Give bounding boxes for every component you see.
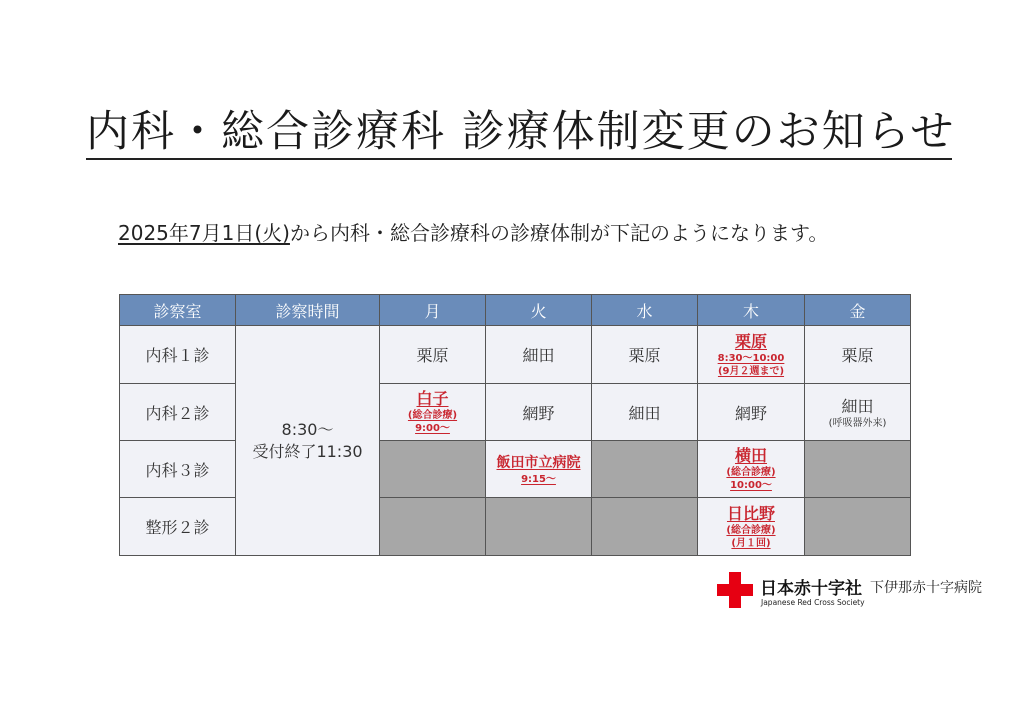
effective-date: 2025年7月1日(火) xyxy=(118,221,290,245)
doctor-cell-special xyxy=(380,384,486,441)
closed-cell xyxy=(380,441,486,498)
doctor-name: 白子 xyxy=(416,389,449,408)
doctor-name: 日比野 xyxy=(726,503,775,523)
time-reception-end: 受付終了11:30 xyxy=(252,441,363,461)
header-thu: 木 xyxy=(698,295,805,326)
closed-cell xyxy=(592,498,698,556)
doctor-cell-special xyxy=(698,498,805,556)
doctor-hours: 8:30～10:00 xyxy=(717,352,785,364)
time-start: 8:30～ xyxy=(281,419,334,439)
doctor-name: 栗原 xyxy=(734,331,767,351)
doctor-name: 細田 xyxy=(841,396,874,416)
room-cell: 整形２診 xyxy=(120,498,236,556)
doctor-cell-special xyxy=(698,441,805,498)
time-cell xyxy=(236,326,380,556)
doctor-cell-special xyxy=(486,441,592,498)
room-cell: 内科２診 xyxy=(120,384,236,441)
doctor-hours: 9:15～ xyxy=(521,473,556,485)
doctor-cell: 栗原 xyxy=(380,326,486,384)
organization-name: 日本赤十字社 xyxy=(760,579,862,599)
doctor-note: (総合診療) xyxy=(726,467,776,478)
doctor-hours: 10:00～ xyxy=(730,480,772,491)
room-cell: 内科１診 xyxy=(120,326,236,384)
title-underline xyxy=(86,158,952,160)
doctor-cell: 網野 xyxy=(698,384,805,441)
doctor-cell: 細田 xyxy=(486,326,592,384)
organization-name-en: Japanese Red Cross Society xyxy=(761,598,865,607)
closed-cell xyxy=(486,498,592,556)
doctor-cell: 栗原 xyxy=(805,326,911,384)
doctor-note: (9月２週まで) xyxy=(717,365,785,377)
header-fri: 金 xyxy=(805,295,911,326)
doctor-frequency: (月１回) xyxy=(731,537,771,549)
table-row xyxy=(120,326,911,384)
header-mon: 月 xyxy=(380,295,486,326)
doctor-note: (総合診療) xyxy=(407,410,458,421)
doctor-cell: 細田 xyxy=(592,384,698,441)
doctor-note: (総合診療) xyxy=(726,524,776,536)
doctor-cell: 栗原 xyxy=(592,326,698,384)
notice-subtitle xyxy=(118,220,828,246)
doctor-cell: 網野 xyxy=(486,384,592,441)
hospital-name: 下伊那赤十字病院 xyxy=(870,580,982,596)
schedule-table xyxy=(119,294,911,556)
header-room: 診察室 xyxy=(120,295,236,326)
doctor-note: (呼吸器外来) xyxy=(828,417,887,429)
closed-cell xyxy=(380,498,486,556)
header-row xyxy=(120,295,911,326)
doctor-cell xyxy=(805,384,911,441)
room-cell: 内科３診 xyxy=(120,441,236,498)
doctor-cell-special xyxy=(698,326,805,384)
header-time: 診察時間 xyxy=(236,295,380,326)
page-title: 内科・総合診療科 診療体制変更のお知らせ xyxy=(86,107,956,157)
closed-cell xyxy=(805,441,911,498)
closed-cell xyxy=(805,498,911,556)
doctor-hours: 9:00～ xyxy=(415,423,450,434)
doctor-name: 横田 xyxy=(734,446,767,465)
red-cross-logo xyxy=(716,568,996,612)
header-wed: 水 xyxy=(592,295,698,326)
closed-cell xyxy=(592,441,698,498)
doctor-name: 飯田市立病院 xyxy=(496,454,581,471)
subtitle-text: から内科・総合診療科の診療体制が下記のようになります。 xyxy=(289,221,829,245)
header-tue: 火 xyxy=(486,295,592,326)
